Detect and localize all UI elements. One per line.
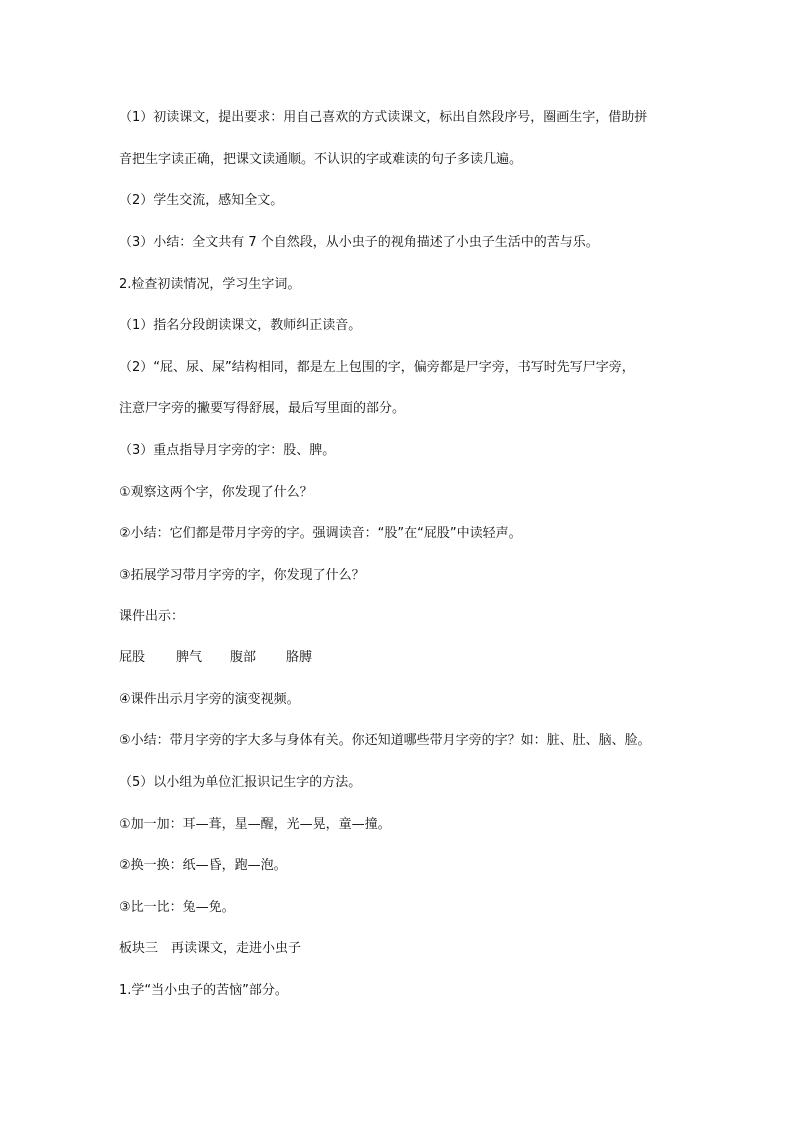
paragraph-line: （1）指名分段朗读课文，教师纠正读音。 — [119, 318, 362, 333]
vocab-word: 屁股 — [119, 650, 146, 665]
paragraph-line: ③拓展学习带月字旁的字，你发现了什么？ — [119, 568, 365, 583]
paragraph-line: 课件出示： — [119, 609, 185, 624]
paragraph-line: （2）学生交流，感知全文。 — [119, 193, 284, 208]
paragraph-line: （2）“屁、尿、屎”结构相同，都是左上包围的字，偏旁都是尸字旁，书写时先写尸字旁， — [119, 360, 635, 375]
paragraph-line: ⑤小结：带月字旁的字大多与身体有关。你还知道哪些带月字旁的字？如：脏、肚、脑、脸。 — [119, 733, 651, 748]
paragraph-line: （3）重点指导月字旁的字：股、脾。 — [119, 443, 336, 458]
section-heading: 2.检查初读情况，学习生字词。 — [119, 277, 301, 292]
paragraph-line: ②小结：它们都是带月字旁的字。强调读音：“股”在“屁股”中读轻声。 — [119, 526, 522, 541]
paragraph-line: （3）小结：全文共有 7 个自然段，从小虫子的视角描述了小虫子生活中的苦与乐。 — [119, 235, 599, 250]
paragraph-line: 音把生字读正确，把课文读通顺。不认识的字或难读的句子多读几遍。 — [119, 152, 523, 167]
paragraph-line: ③比一比：兔—免。 — [119, 900, 235, 915]
paragraph-line: （1）初读课文，提出要求：用自己喜欢的方式读课文，标出自然段序号，圈画生字，借助拼 — [119, 110, 648, 125]
paragraph-line: （5）以小组为单位汇报识记生字的方法。 — [119, 775, 362, 790]
paragraph-line: ①加一加：耳—葺，星—醒，光—晃，童—撞。 — [119, 817, 391, 832]
vocab-word: 胳膊 — [286, 650, 313, 665]
vocab-word: 腹部 — [230, 650, 257, 665]
paragraph-line: ④课件出示月字旁的演变视频。 — [119, 692, 300, 707]
paragraph-line: ②换一换：纸—昏，跑—泡。 — [119, 858, 287, 873]
paragraph-line: 注意尸字旁的撇要写得舒展，最后写里面的部分。 — [119, 401, 406, 416]
paragraph-line: ①观察这两个字，你发现了什么？ — [119, 485, 313, 500]
section-heading: 1.学“当小虫子的苦恼”部分。 — [119, 983, 288, 998]
section-heading: 板块三 再读课文，走进小虫子 — [119, 941, 302, 956]
vocab-word: 脾气 — [176, 650, 203, 665]
